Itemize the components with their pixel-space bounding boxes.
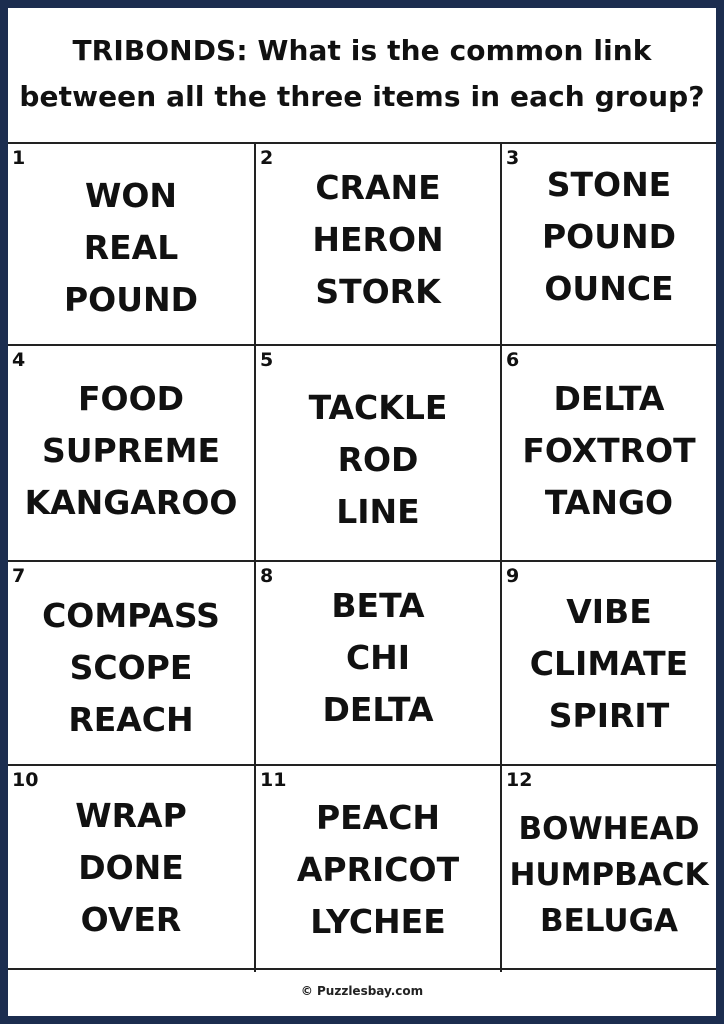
tribonds-grid [8, 142, 716, 970]
group-word: VIBE [566, 592, 652, 631]
group-word: TANGO [544, 483, 674, 522]
group-word: BOWHEAD [518, 811, 700, 847]
group-cell-11 [256, 766, 502, 972]
group-number: 1 [12, 147, 26, 169]
group-word: POUND [541, 217, 677, 256]
group-word: STONE [546, 165, 672, 204]
group-number: 6 [506, 349, 520, 371]
group-word: STORK [315, 272, 441, 311]
group-number: 4 [12, 349, 26, 371]
group-word: FOOD [77, 379, 185, 418]
group-number: 8 [260, 565, 274, 587]
group-number: 11 [260, 769, 287, 791]
group-cell-12 [502, 766, 716, 972]
group-number: 2 [260, 147, 274, 169]
group-word: TACKLE [308, 388, 448, 427]
group-words [309, 382, 448, 538]
title-line-2: between all the three items in each group? [19, 80, 705, 113]
group-word: CHI [345, 638, 411, 677]
group-word: POUND [63, 280, 199, 319]
group-number: 10 [12, 769, 39, 791]
group-cell-1 [8, 144, 256, 346]
group-words [25, 373, 238, 529]
group-cell-6 [502, 346, 716, 562]
group-word: PEACH [315, 798, 441, 837]
group-word: WRAP [75, 796, 187, 835]
group-words [530, 586, 688, 742]
group-cell-7 [8, 562, 256, 766]
group-words [522, 373, 695, 529]
group-word: HERON [312, 220, 444, 259]
group-word: REACH [68, 700, 194, 739]
group-word: APRICOT [296, 850, 460, 889]
group-words [64, 170, 198, 326]
group-cell-2 [256, 144, 502, 346]
group-word: DELTA [322, 690, 434, 729]
group-words [509, 806, 708, 944]
group-word: CLIMATE [529, 644, 689, 683]
group-cell-4 [8, 346, 256, 562]
page-title [8, 28, 716, 120]
group-word: SUPREME [41, 431, 221, 470]
group-word: WON [84, 176, 178, 215]
group-word: ROD [337, 440, 419, 479]
group-word: OUNCE [544, 269, 674, 308]
group-word: LYCHEE [310, 902, 446, 941]
group-words [312, 162, 443, 318]
group-cell-9 [502, 562, 716, 766]
group-word: COMPASS [42, 596, 220, 635]
group-number: 5 [260, 349, 274, 371]
group-word: HUMPBACK [509, 857, 709, 893]
group-word: KANGAROO [24, 483, 238, 522]
group-number: 3 [506, 147, 520, 169]
puzzle-sheet [8, 8, 716, 1016]
group-words [542, 159, 676, 315]
group-cell-10 [8, 766, 256, 972]
group-word: DELTA [553, 379, 665, 418]
group-cell-3 [502, 144, 716, 346]
group-word: CRANE [315, 168, 441, 207]
group-words [75, 790, 187, 946]
group-words [42, 590, 220, 746]
group-word: SCOPE [69, 648, 193, 687]
group-number: 12 [506, 769, 533, 791]
group-word: REAL [83, 228, 179, 267]
title-line-1: TRIBONDS: What is the common link [72, 34, 652, 67]
group-number: 9 [506, 565, 520, 587]
group-word: FOXTROT [522, 431, 696, 470]
group-words [297, 792, 459, 948]
group-word: DONE [78, 848, 184, 887]
group-words [323, 580, 434, 736]
group-number: 7 [12, 565, 26, 587]
group-cell-8 [256, 562, 502, 766]
group-word: SPIRIT [548, 696, 670, 735]
group-word: LINE [336, 492, 420, 531]
group-word: OVER [80, 900, 182, 939]
group-cell-5 [256, 346, 502, 562]
group-word: BELUGA [539, 903, 679, 939]
group-word: BETA [331, 586, 425, 625]
footer-credit: © Puzzlesbay.com [300, 984, 424, 998]
